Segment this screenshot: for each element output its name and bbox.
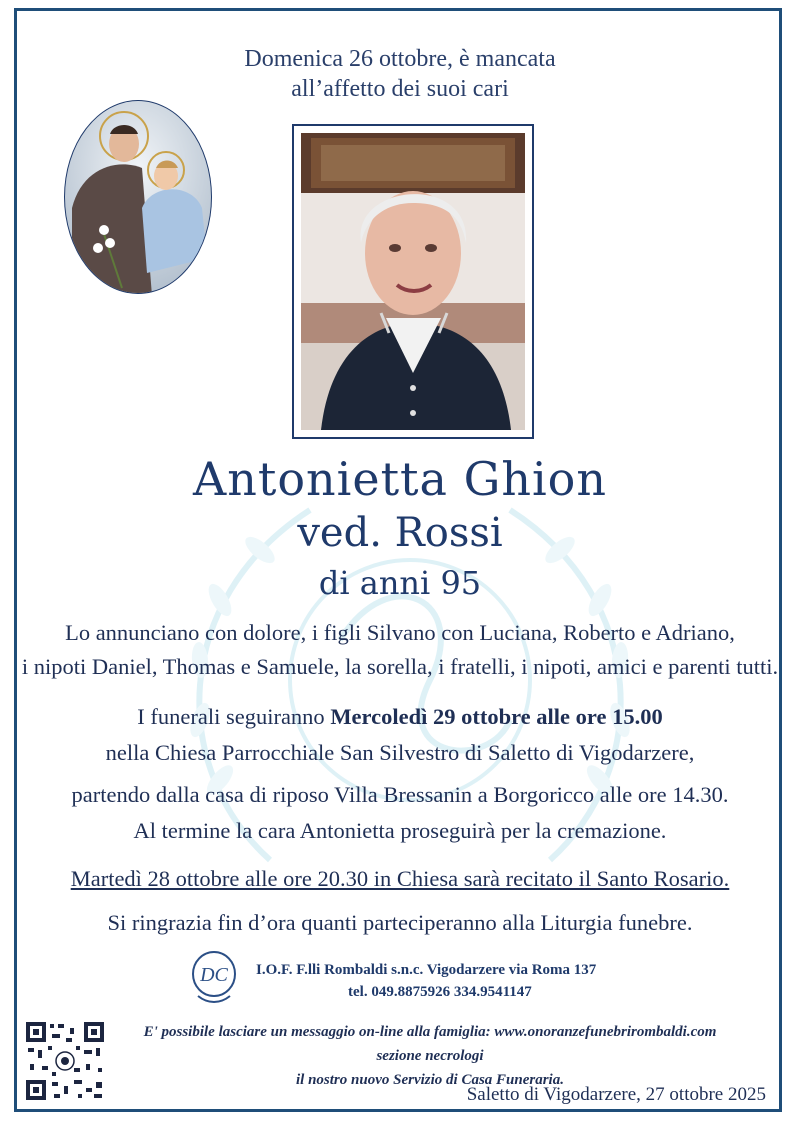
online-message-line-2: il nostro nuovo Servizio di Casa Funeraria. <box>296 1072 564 1088</box>
funeral-home-logo-icon <box>190 950 238 1006</box>
deceased-name: Antonietta Ghion <box>192 452 607 506</box>
funeral-home-name: I.O.F. F.lli Rombaldi s.n.c. Vigodarzere via Roma 137 <box>256 962 597 978</box>
announcement-line-1: Lo annunciano con dolore, i figli Silvano con Luciana, Roberto e Adriano, <box>65 620 735 645</box>
announcement-line-2: i nipoti Daniel, Thomas e Samuele, la sorella, i fratelli, i nipoti, amici e parenti tutti. <box>21 654 779 679</box>
funeral-when: Mercoledì 29 ottobre alle ore 15.00 <box>330 704 663 729</box>
saint-anthony-image-icon <box>62 98 214 296</box>
portrait-photo-icon <box>301 133 525 430</box>
logo-letters: DC <box>200 964 228 986</box>
funeral-date-line <box>0 702 800 732</box>
qr-code-icon[interactable] <box>24 1020 106 1102</box>
thanks-line: Si ringrazia fin d’ora quanti parteciperanno alla Liturgia funebre. <box>107 910 693 935</box>
place-and-date: Saletto di Vigodarzere, 27 ottobre 2025 <box>466 1084 766 1105</box>
rosary-notice: Martedì 28 ottobre alle ore 20.30 in Chiesa sarà recitato il Santo Rosario. <box>70 866 730 891</box>
portrait-frame <box>292 124 534 439</box>
funeral-intro: I funerali seguiranno <box>137 704 331 729</box>
deceased-married-name: ved. Rossi <box>297 510 503 556</box>
funeral-home-phones: tel. 049.8875926 334.9541147 <box>348 984 532 1000</box>
portrait-photo <box>301 133 525 430</box>
funeral-cremation: Al termine la cara Antonietta proseguirà per la cremazione. <box>133 818 667 843</box>
intro-line-2: all’affetto dei suoi cari <box>291 76 509 102</box>
funeral-departure: partendo dalla casa di riposo Villa Bressanin a Borgoricco alle ore 14.30. <box>71 782 729 807</box>
deceased-age: di anni 95 <box>318 564 482 602</box>
online-message <box>120 1020 740 1092</box>
online-message-line-1: E' possibile lasciare un messaggio on-line alla famiglia: www.onoranzefunebrirombaldi.com sezione necrologi <box>143 1024 717 1064</box>
funeral-location: nella Chiesa Parrocchiale San Silvestro di Saletto di Vigodarzere, <box>105 740 695 765</box>
death-announcement-intro <box>0 44 800 104</box>
intro-line-1: Domenica 26 ottobre, è mancata <box>244 46 556 72</box>
